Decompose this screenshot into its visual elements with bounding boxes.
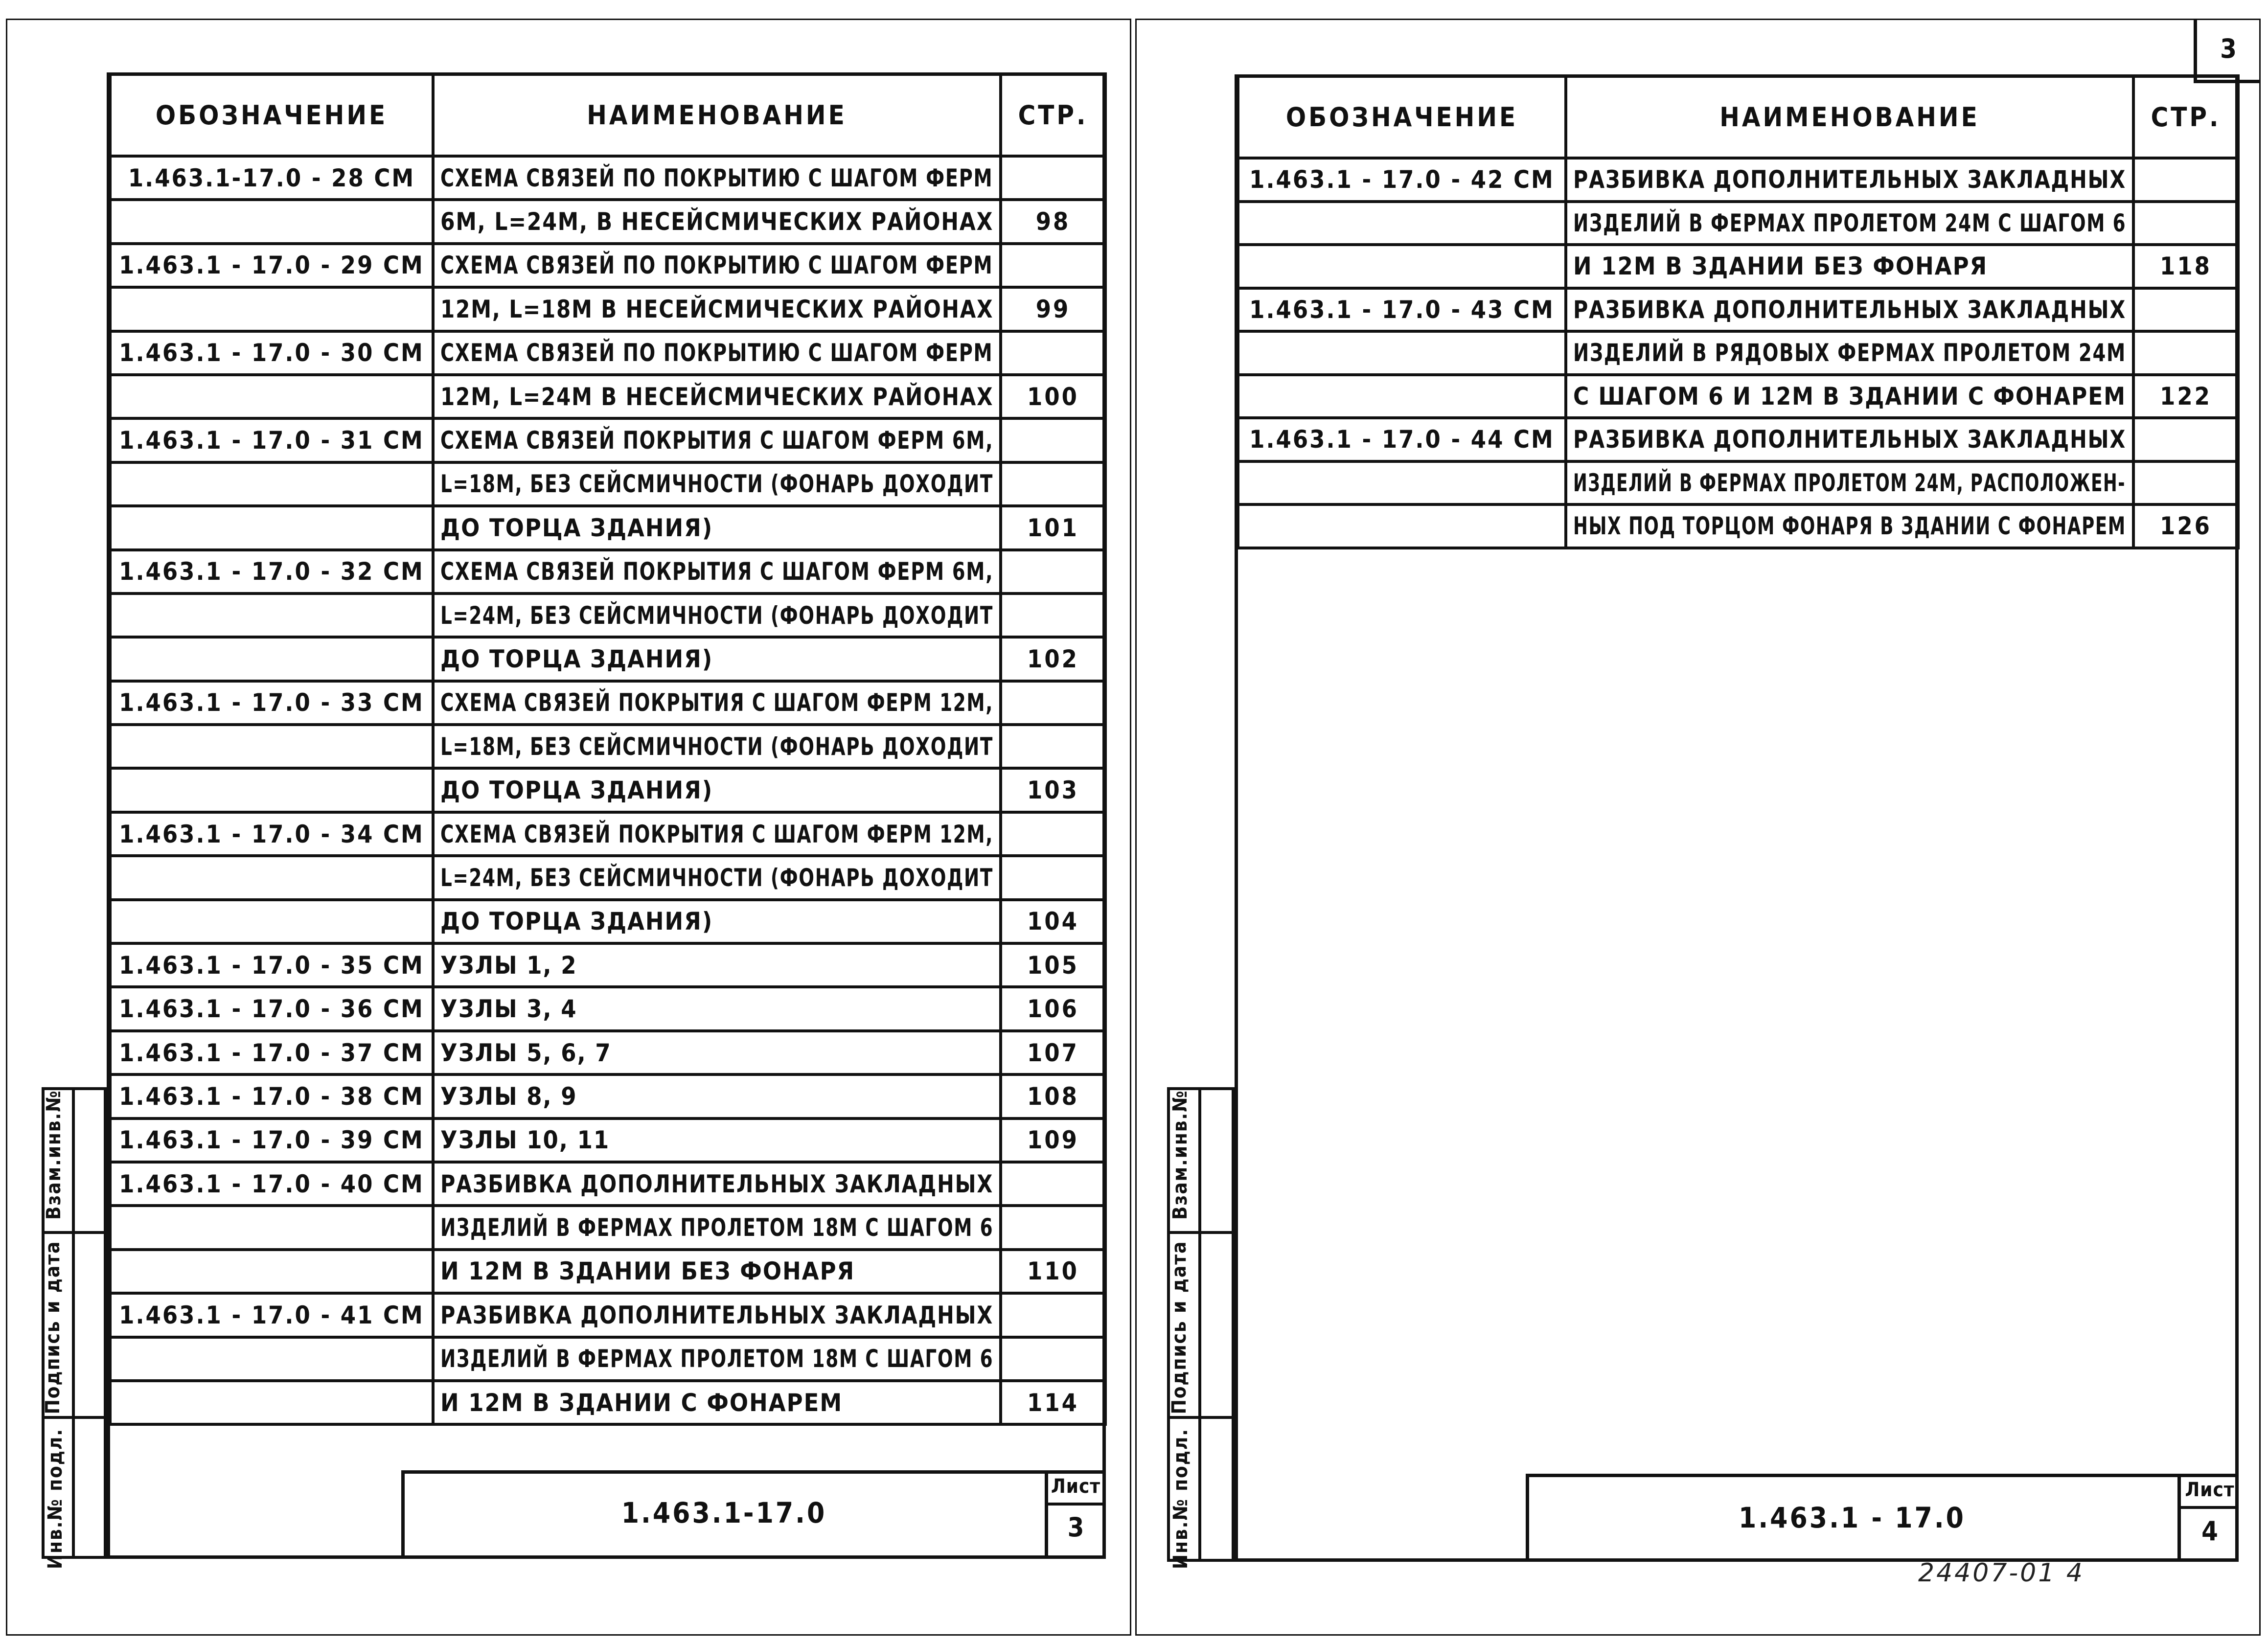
right-contents-table bbox=[1237, 74, 2240, 549]
row-code: 1.463.1 - 17.0 - 43 СМ bbox=[1238, 288, 1566, 332]
row-name: РАЗБИВКА ДОПОЛНИТЕЛЬНЫХ ЗАКЛАДНЫХ bbox=[1566, 288, 2133, 332]
right-stamp-podpis-data: Подпись и дата bbox=[1168, 1240, 1191, 1415]
row-name: ИЗДЕЛИЙ В ФЕРМАХ ПРОЛЕТОМ 24М С ШАГОМ 6 bbox=[1566, 202, 2133, 245]
table-row bbox=[110, 1206, 1105, 1249]
right-stamp-vzam-inv: Взам.инв.№ bbox=[1169, 1090, 1191, 1220]
row-page bbox=[2133, 331, 2238, 375]
row-code bbox=[110, 593, 433, 637]
row-page: 106 bbox=[1001, 987, 1105, 1030]
row-code bbox=[1238, 245, 1566, 288]
row-name: 6М, L=24М, В НЕСЕЙСМИЧЕСКИХ РАЙОНАХ bbox=[433, 200, 1001, 243]
row-name: СХЕМА СВЯЗЕЙ ПО ПОКРЫТИЮ С ШАГОМ ФЕРМ bbox=[433, 331, 1001, 375]
row-code bbox=[1238, 375, 1566, 418]
row-code bbox=[110, 637, 433, 681]
row-page: 107 bbox=[1001, 1031, 1105, 1074]
table-row bbox=[1238, 288, 2238, 332]
row-page: 100 bbox=[1001, 375, 1105, 418]
left-contents-table bbox=[109, 72, 1107, 1426]
row-name: СХЕМА СВЯЗЕЙ ПОКРЫТИЯ С ШАГОМ ФЕРМ 12М, bbox=[433, 812, 1001, 856]
row-page bbox=[1001, 331, 1105, 375]
row-page bbox=[2133, 202, 2238, 245]
table-row bbox=[110, 244, 1105, 287]
row-code bbox=[110, 287, 433, 331]
table-row bbox=[110, 812, 1105, 856]
table-row bbox=[110, 943, 1105, 987]
table-row bbox=[1238, 202, 2238, 245]
row-name: И 12М В ЗДАНИИ БЕЗ ФОНАРЯ bbox=[433, 1250, 1001, 1293]
table-row bbox=[110, 200, 1105, 243]
left-stamp-inv-podl: Инв.№ подл. bbox=[44, 1428, 67, 1569]
row-code bbox=[110, 375, 433, 418]
row-page bbox=[1001, 593, 1105, 637]
row-name: СХЕМА СВЯЗЕЙ ПОКРЫТИЯ С ШАГОМ ФЕРМ 6М, bbox=[433, 550, 1001, 593]
row-page: 103 bbox=[1001, 768, 1105, 812]
row-code bbox=[110, 856, 433, 899]
row-name: УЗЛЫ 5, 6, 7 bbox=[433, 1031, 1001, 1074]
table-row bbox=[110, 1074, 1105, 1118]
table-row bbox=[110, 1337, 1105, 1381]
row-page bbox=[1001, 1162, 1105, 1206]
table-row bbox=[110, 1381, 1105, 1424]
table-row bbox=[110, 375, 1105, 418]
table-row bbox=[110, 331, 1105, 375]
table-row bbox=[110, 1293, 1105, 1337]
row-page bbox=[1001, 550, 1105, 593]
table-row bbox=[110, 550, 1105, 593]
row-code bbox=[110, 462, 433, 506]
row-page bbox=[1001, 681, 1105, 725]
table-row bbox=[1238, 504, 2238, 548]
row-code bbox=[1238, 331, 1566, 375]
row-name: РАЗБИВКА ДОПОЛНИТЕЛЬНЫХ ЗАКЛАДНЫХ bbox=[1566, 158, 2133, 202]
left-title-doc-code: 1.463.1-17.0 bbox=[621, 1496, 827, 1529]
row-code: 1.463.1 - 17.0 - 37 СМ bbox=[110, 1031, 433, 1074]
row-code: 1.463.1 - 17.0 - 38 СМ bbox=[110, 1074, 433, 1118]
table-row bbox=[110, 637, 1105, 681]
row-name: 12М, L=24М В НЕСЕЙСМИЧЕСКИХ РАЙОНАХ bbox=[433, 375, 1001, 418]
row-name: СХЕМА СВЯЗЕЙ ПО ПОКРЫТИЮ С ШАГОМ ФЕРМ bbox=[433, 156, 1001, 200]
row-page: 98 bbox=[1001, 200, 1105, 243]
right-title-doc-code: 1.463.1 - 17.0 bbox=[1739, 1501, 1966, 1534]
row-code: 1.463.1 - 17.0 - 41 СМ bbox=[110, 1293, 433, 1337]
table-row bbox=[110, 418, 1105, 462]
table-row bbox=[110, 856, 1105, 899]
right-corner-number: 3 bbox=[2220, 33, 2237, 64]
row-page: 108 bbox=[1001, 1074, 1105, 1118]
table-row bbox=[110, 1118, 1105, 1162]
row-code: 1.463.1 - 17.0 - 31 СМ bbox=[110, 418, 433, 462]
row-code: 1.463.1 - 17.0 - 29 СМ bbox=[110, 244, 433, 287]
table-row bbox=[110, 768, 1105, 812]
row-page bbox=[1001, 156, 1105, 200]
row-name: L=24М, БЕЗ СЕЙСМИЧНОСТИ (ФОНАРЬ ДОХОДИТ bbox=[433, 593, 1001, 637]
row-name: ИЗДЕЛИЙ В ФЕРМАХ ПРОЛЕТОМ 18М С ШАГОМ 6 bbox=[433, 1337, 1001, 1381]
row-name: И 12М В ЗДАНИИ БЕЗ ФОНАРЯ bbox=[1566, 245, 2133, 288]
row-name: L=24М, БЕЗ СЕЙСМИЧНОСТИ (ФОНАРЬ ДОХОДИТ bbox=[433, 856, 1001, 899]
row-page: 126 bbox=[2133, 504, 2238, 548]
right-corner-number-box bbox=[2194, 20, 2260, 83]
row-page bbox=[1001, 812, 1105, 856]
row-name: С ШАГОМ 6 И 12М В ЗДАНИИ С ФОНАРЕМ bbox=[1566, 375, 2133, 418]
row-code: 1.463.1-17.0 - 28 СМ bbox=[110, 156, 433, 200]
left-stamp-vzam-inv: Взам.инв.№ bbox=[43, 1090, 65, 1220]
row-page: 122 bbox=[2133, 375, 2238, 418]
row-code: 1.463.1 - 17.0 - 42 СМ bbox=[1238, 158, 1566, 202]
row-name: L=18М, БЕЗ СЕЙСМИЧНОСТИ (ФОНАРЬ ДОХОДИТ bbox=[433, 462, 1001, 506]
row-code: 1.463.1 - 17.0 - 35 СМ bbox=[110, 943, 433, 987]
row-page bbox=[1001, 244, 1105, 287]
left-table-body bbox=[110, 156, 1105, 1424]
row-name: СХЕМА СВЯЗЕЙ ПОКРЫТИЯ С ШАГОМ ФЕРМ 12М, bbox=[433, 681, 1001, 725]
row-page: 105 bbox=[1001, 943, 1105, 987]
row-page: 99 bbox=[1001, 287, 1105, 331]
row-code bbox=[110, 1250, 433, 1293]
left-sheet-label: Лист bbox=[1048, 1475, 1103, 1506]
row-page bbox=[1001, 725, 1105, 768]
row-page bbox=[1001, 418, 1105, 462]
right-stamp-inv-podl: Инв.№ подл. bbox=[1169, 1428, 1192, 1569]
row-page: 102 bbox=[1001, 637, 1105, 681]
table-row bbox=[1238, 331, 2238, 375]
row-page bbox=[2133, 158, 2238, 202]
header-code: ОБОЗНАЧЕНИЕ bbox=[1238, 76, 1566, 158]
header-page: СТР. bbox=[2133, 76, 2238, 158]
left-sheet-number: 3 bbox=[1067, 1512, 1084, 1543]
row-page bbox=[2133, 288, 2238, 332]
row-code: 1.463.1 - 17.0 - 34 СМ bbox=[110, 812, 433, 856]
row-page: 110 bbox=[1001, 1250, 1105, 1293]
row-code bbox=[1238, 461, 1566, 505]
row-code bbox=[110, 1206, 433, 1249]
right-sheet-number: 4 bbox=[2201, 1516, 2218, 1547]
row-code bbox=[110, 200, 433, 243]
row-name: ДО ТОРЦА ЗДАНИЯ) bbox=[433, 768, 1001, 812]
row-name: СХЕМА СВЯЗЕЙ ПОКРЫТИЯ С ШАГОМ ФЕРМ 6М, bbox=[433, 418, 1001, 462]
row-name: ИЗДЕЛИЙ В РЯДОВЫХ ФЕРМАХ ПРОЛЕТОМ 24М bbox=[1566, 331, 2133, 375]
row-name: РАЗБИВКА ДОПОЛНИТЕЛЬНЫХ ЗАКЛАДНЫХ bbox=[433, 1162, 1001, 1206]
table-row bbox=[110, 987, 1105, 1030]
row-name: ИЗДЕЛИЙ В ФЕРМАХ ПРОЛЕТОМ 24М, РАСПОЛОЖЕН- bbox=[1566, 461, 2133, 505]
archive-number: 24407-01 4 bbox=[1918, 1558, 2085, 1588]
table-row bbox=[110, 1250, 1105, 1293]
table-row bbox=[110, 287, 1105, 331]
row-code: 1.463.1 - 17.0 - 33 СМ bbox=[110, 681, 433, 725]
table-row bbox=[110, 1031, 1105, 1074]
row-code: 1.463.1 - 17.0 - 40 СМ bbox=[110, 1162, 433, 1206]
row-name: ДО ТОРЦА ЗДАНИЯ) bbox=[433, 506, 1001, 549]
row-code: 1.463.1 - 17.0 - 32 СМ bbox=[110, 550, 433, 593]
row-code bbox=[1238, 202, 1566, 245]
row-name: УЗЛЫ 10, 11 bbox=[433, 1118, 1001, 1162]
row-code: 1.463.1 - 17.0 - 36 СМ bbox=[110, 987, 433, 1030]
row-page bbox=[2133, 461, 2238, 505]
row-page bbox=[1001, 856, 1105, 899]
row-page bbox=[1001, 1293, 1105, 1337]
right-sheet-label: Лист bbox=[2181, 1479, 2239, 1509]
row-page bbox=[1001, 1206, 1105, 1249]
row-code bbox=[110, 725, 433, 768]
table-row bbox=[110, 1162, 1105, 1206]
header-page: СТР. bbox=[1001, 74, 1105, 156]
table-row bbox=[1238, 461, 2238, 505]
row-code bbox=[110, 900, 433, 943]
table-row bbox=[110, 681, 1105, 725]
table-row bbox=[110, 725, 1105, 768]
row-page bbox=[1001, 1337, 1105, 1381]
table-row bbox=[110, 506, 1105, 549]
row-code: 1.463.1 - 17.0 - 39 СМ bbox=[110, 1118, 433, 1162]
header-code: ОБОЗНАЧЕНИЕ bbox=[110, 74, 433, 156]
row-code bbox=[1238, 504, 1566, 548]
row-name: 12М, L=18М В НЕСЕЙСМИЧЕСКИХ РАЙОНАХ bbox=[433, 287, 1001, 331]
table-row bbox=[110, 156, 1105, 200]
row-code bbox=[110, 1337, 433, 1381]
row-page: 114 bbox=[1001, 1381, 1105, 1424]
row-name: ДО ТОРЦА ЗДАНИЯ) bbox=[433, 637, 1001, 681]
row-code bbox=[110, 768, 433, 812]
row-name: ДО ТОРЦА ЗДАНИЯ) bbox=[433, 900, 1001, 943]
row-page: 104 bbox=[1001, 900, 1105, 943]
row-code: 1.463.1 - 17.0 - 44 СМ bbox=[1238, 418, 1566, 461]
row-page: 109 bbox=[1001, 1118, 1105, 1162]
row-name: НЫХ ПОД ТОРЦОМ ФОНАРЯ В ЗДАНИИ С ФОНАРЕМ bbox=[1566, 504, 2133, 548]
left-stamp-podpis-data: Подпись и дата bbox=[42, 1240, 64, 1415]
right-table-body bbox=[1238, 158, 2238, 548]
row-name: УЗЛЫ 8, 9 bbox=[433, 1074, 1001, 1118]
row-page bbox=[1001, 462, 1105, 506]
table-row bbox=[1238, 245, 2238, 288]
row-name: РАЗБИВКА ДОПОЛНИТЕЛЬНЫХ ЗАКЛАДНЫХ bbox=[433, 1293, 1001, 1337]
row-name: И 12М В ЗДАНИИ С ФОНАРЕМ bbox=[433, 1381, 1001, 1424]
table-row bbox=[1238, 418, 2238, 461]
table-row bbox=[1238, 158, 2238, 202]
row-name: СХЕМА СВЯЗЕЙ ПО ПОКРЫТИЮ С ШАГОМ ФЕРМ bbox=[433, 244, 1001, 287]
row-code bbox=[110, 1381, 433, 1424]
row-page bbox=[2133, 418, 2238, 461]
row-page: 101 bbox=[1001, 506, 1105, 549]
row-code: 1.463.1 - 17.0 - 30 СМ bbox=[110, 331, 433, 375]
header-name: НАИМЕНОВАНИЕ bbox=[1566, 76, 2133, 158]
row-code bbox=[110, 506, 433, 549]
row-name: РАЗБИВКА ДОПОЛНИТЕЛЬНЫХ ЗАКЛАДНЫХ bbox=[1566, 418, 2133, 461]
header-name: НАИМЕНОВАНИЕ bbox=[433, 74, 1001, 156]
table-row bbox=[1238, 375, 2238, 418]
row-page: 118 bbox=[2133, 245, 2238, 288]
table-row bbox=[110, 462, 1105, 506]
table-row bbox=[110, 900, 1105, 943]
row-name: УЗЛЫ 3, 4 bbox=[433, 987, 1001, 1030]
row-name: L=18М, БЕЗ СЕЙСМИЧНОСТИ (ФОНАРЬ ДОХОДИТ bbox=[433, 725, 1001, 768]
row-name: ИЗДЕЛИЙ В ФЕРМАХ ПРОЛЕТОМ 18М С ШАГОМ 6 bbox=[433, 1206, 1001, 1249]
row-name: УЗЛЫ 1, 2 bbox=[433, 943, 1001, 987]
table-row bbox=[110, 593, 1105, 637]
